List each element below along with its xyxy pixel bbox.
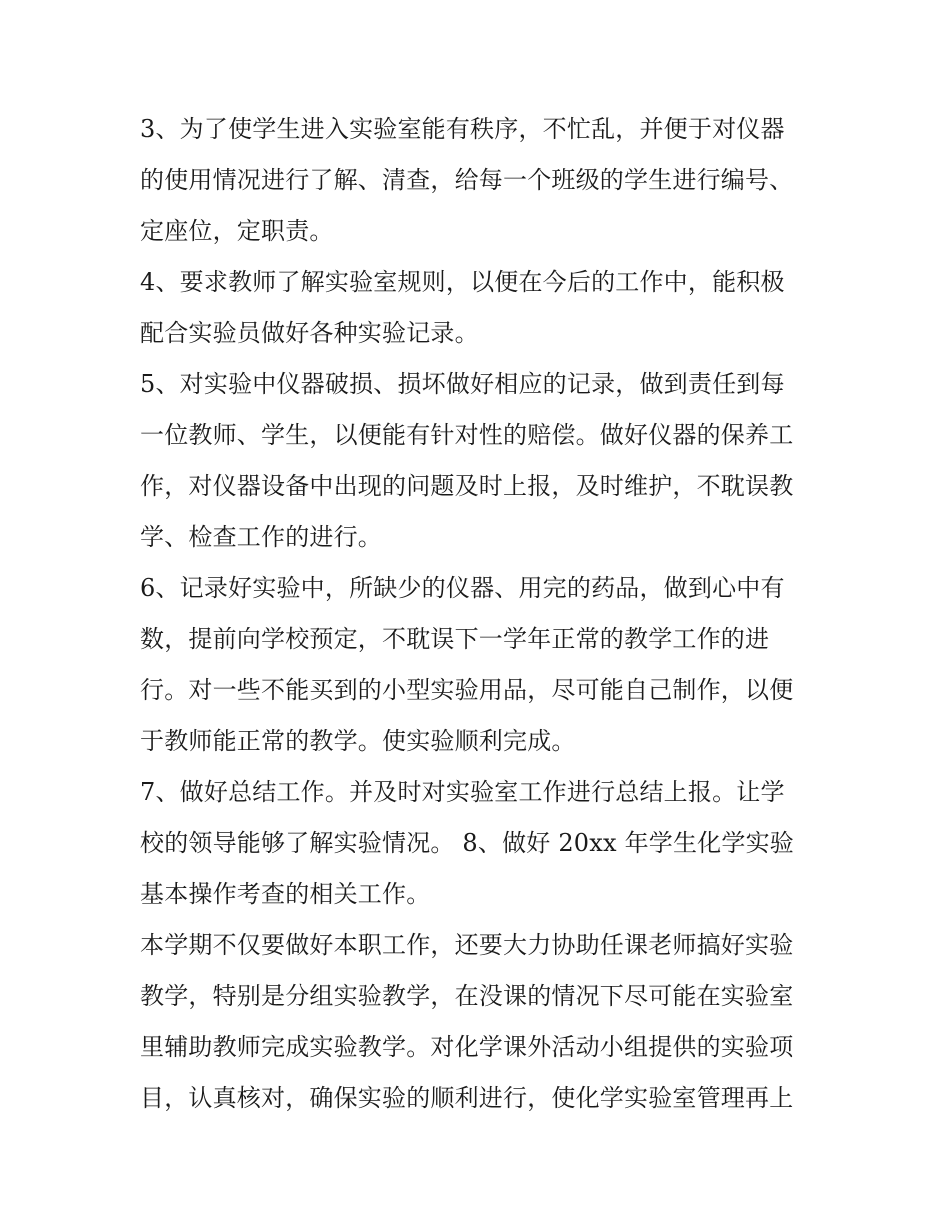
text-line: 校的领导能够了解实验情况。 8、做好 20xx 年学生化学实验 — [140, 829, 794, 857]
text-line: 6、记录好实验中，所缺少的仪器、用完的药品，做到心中有 — [140, 574, 785, 602]
text-line: 3、为了使学生进入实验室能有秩序，不忙乱，并便于对仪器 — [140, 115, 785, 143]
text-line: 配合实验员做好各种实验记录。 — [140, 319, 479, 347]
text-line: 5、对实验中仪器破损、损坏做好相应的记录，做到责任到每 — [140, 370, 785, 398]
text-line: 一位教师、学生，以便能有针对性的赔偿。做好仪器的保养工 — [140, 421, 794, 449]
text-line: 教学，特别是分组实验教学，在没课的情况下尽可能在实验室 — [140, 982, 794, 1010]
text-line: 于教师能正常的教学。使实验顺利完成。 — [140, 727, 576, 755]
text-line: 7、做好总结工作。并及时对实验室工作进行总结上报。让学 — [140, 778, 785, 806]
text-line: 行。对一些不能买到的小型实验用品，尽可能自己制作，以便 — [140, 676, 794, 704]
text-line: 目，认真核对，确保实验的顺利进行，使化学实验室管理再上 — [140, 1084, 794, 1112]
text-line: 里辅助教师完成实验教学。对化学课外活动小组提供的实验项 — [140, 1033, 794, 1061]
text-line: 的使用情况进行了解、清查，给每一个班级的学生进行编号、 — [140, 166, 794, 194]
text-line: 本学期不仅要做好本职工作，还要大力协助任课老师搞好实验 — [140, 931, 794, 959]
text-line: 基本操作考查的相关工作。 — [140, 880, 431, 908]
document-body — [140, 104, 815, 1124]
text-line: 定座位，定职责。 — [140, 217, 334, 245]
text-line: 数，提前向学校预定，不耽误下一学年正常的教学工作的进 — [140, 625, 770, 653]
text-line: 学、检查工作的进行。 — [140, 523, 382, 551]
text-line: 作，对仪器设备中出现的问题及时上报，及时维护，不耽误教 — [140, 472, 794, 500]
text-line: 4、要求教师了解实验室规则，以便在今后的工作中，能积极 — [140, 268, 785, 296]
